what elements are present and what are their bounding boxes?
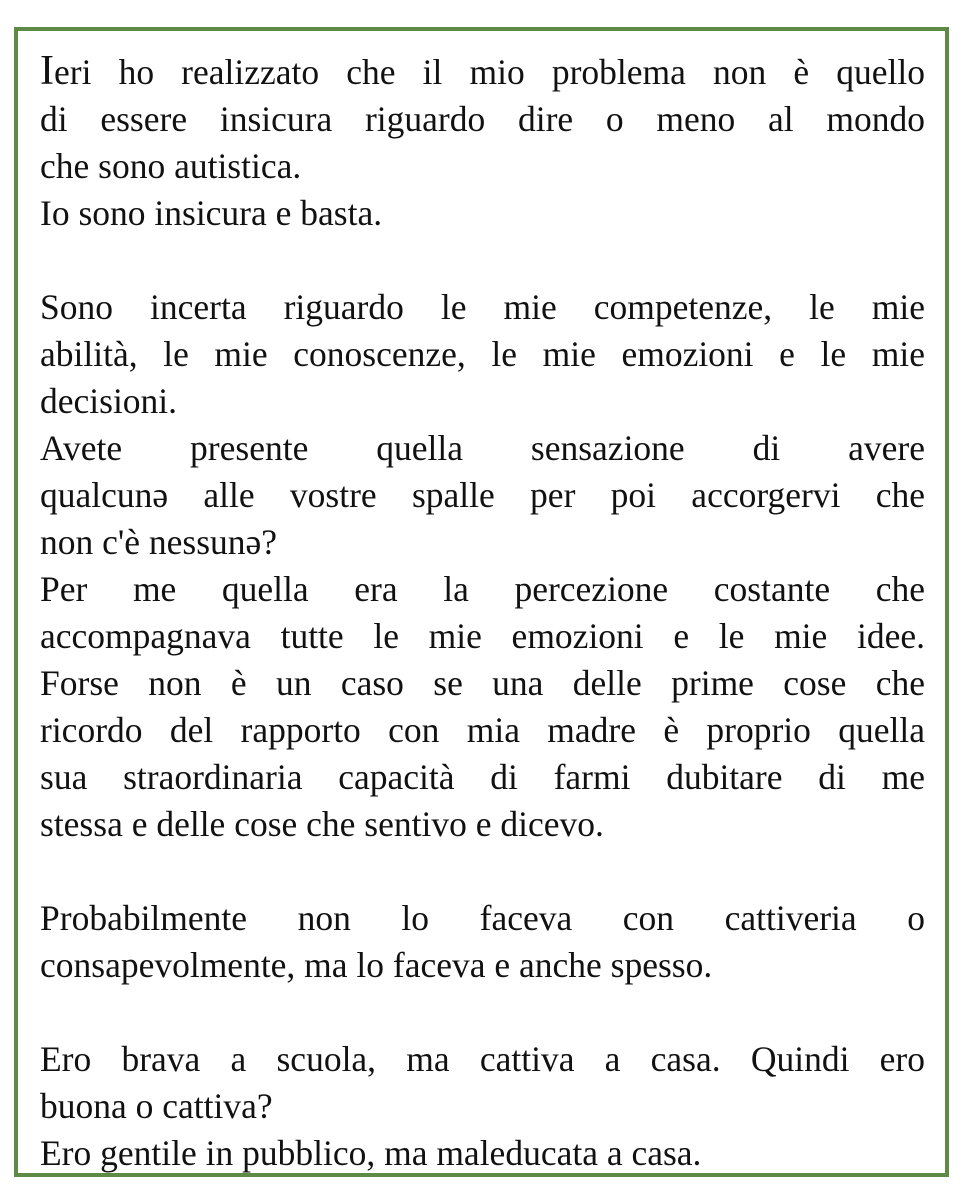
text-line [40, 143, 925, 190]
paragraph-gap [40, 848, 925, 895]
text-line [40, 378, 925, 425]
line-text: Ero gentile in pubblico, ma maleducata a casa. [40, 1133, 702, 1173]
line-text: qualcunə alle vostre spalle per poi accorgervi che [40, 475, 925, 515]
line-text: che sono autistica. [40, 146, 302, 186]
document-body [40, 49, 925, 1177]
line-text: Ero brava a scuola, ma cattiva a casa. Quindi ero [40, 1039, 925, 1079]
text-line [40, 754, 925, 801]
line-text: Sono incerta riguardo le mie competenze, le mie [40, 287, 925, 327]
line-text: abilità, le mie conoscenze, le mie emozioni e le mie [40, 334, 925, 374]
paragraph [40, 1036, 925, 1177]
paragraph-gap [40, 237, 925, 284]
paragraph-gap [40, 989, 925, 1036]
text-frame [14, 27, 949, 1177]
line-text: sua straordinaria capacità di farmi dubitare di me [40, 757, 925, 797]
line-text: Forse non è un caso se una delle prime cose che [40, 663, 925, 703]
text-line [40, 96, 925, 143]
paragraph [40, 284, 925, 848]
text-line [40, 942, 925, 989]
line-text: accompagnava tutte le mie emozioni e le mie idee. [40, 616, 925, 656]
text-line [40, 895, 925, 942]
line-text: buona o cattiva? [40, 1086, 273, 1126]
line-text: di essere insicura riguardo dire o meno al mondo [40, 99, 925, 139]
text-line [40, 660, 925, 707]
line-text: non c'è nessunə? [40, 522, 278, 562]
text-line [40, 472, 925, 519]
text-line [40, 801, 925, 848]
line-text: Probabilmente non lo faceva con cattiveria o [40, 898, 925, 938]
text-line [40, 613, 925, 660]
line-text: Per me quella era la percezione costante che [40, 569, 925, 609]
paragraph [40, 895, 925, 989]
line-text: decisioni. [40, 381, 178, 421]
line-text: eri ho realizzato che il mio problema non è quello [54, 52, 925, 92]
line-text: consapevolmente, ma lo faceva e anche spesso. [40, 945, 713, 985]
text-line [40, 1036, 925, 1083]
line-text: stessa e delle cose che sentivo e dicevo. [40, 804, 604, 844]
paragraph [40, 49, 925, 237]
line-text: ricordo del rapporto con mia madre è proprio quella [40, 710, 925, 750]
line-text: Io sono insicura e basta. [40, 193, 383, 233]
text-line [40, 1083, 925, 1130]
text-line [40, 284, 925, 331]
text-line [40, 190, 925, 237]
text-line [40, 49, 925, 96]
text-line [40, 566, 925, 613]
text-line [40, 1130, 925, 1177]
initial-letter: I [40, 48, 54, 94]
line-text: Avete presente quella sensazione di avere [40, 428, 925, 468]
text-line [40, 519, 925, 566]
text-line [40, 425, 925, 472]
text-line [40, 331, 925, 378]
text-line [40, 707, 925, 754]
